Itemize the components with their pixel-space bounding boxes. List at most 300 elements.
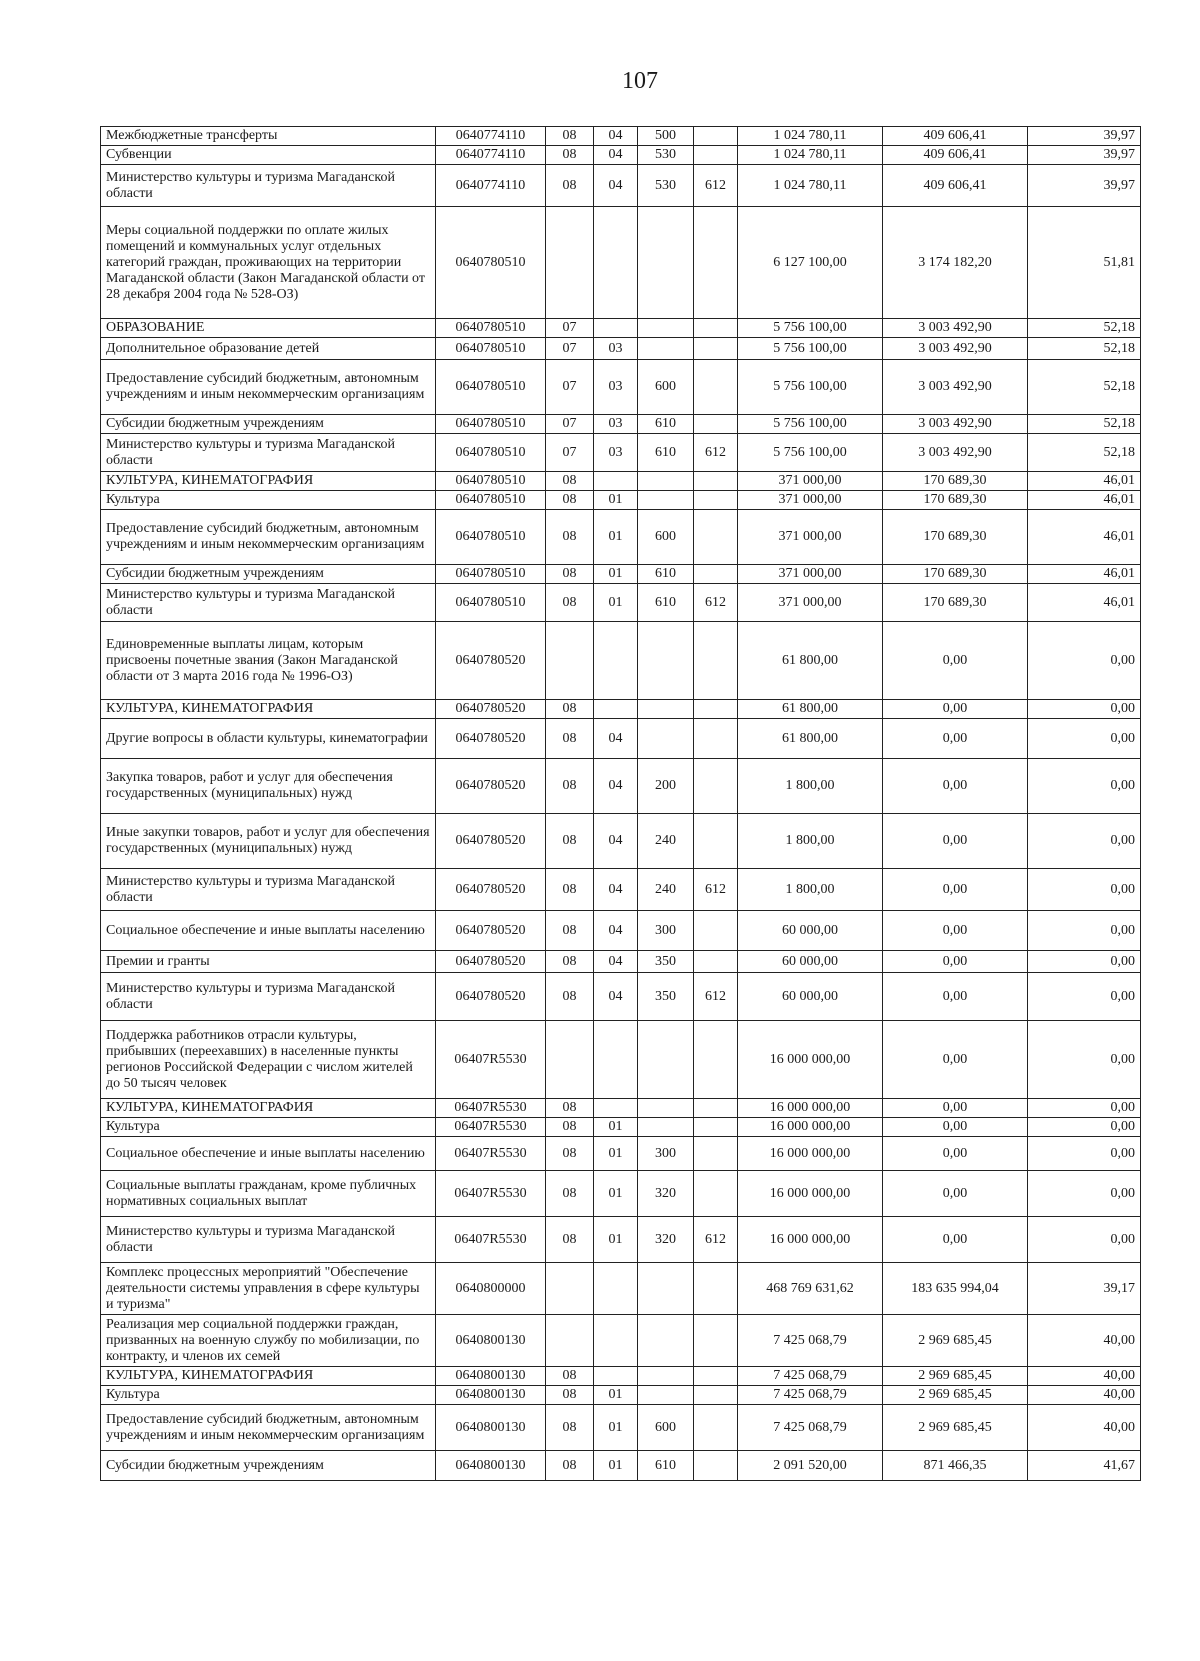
- cell-name: Министерство культуры и туризма Магаданской области: [101, 1217, 436, 1263]
- cell-percent: 46,01: [1028, 584, 1141, 622]
- cell-admin: [694, 338, 738, 360]
- cell-executed: 0,00: [883, 951, 1028, 973]
- cell-plan: 1 800,00: [738, 814, 883, 869]
- cell-section: 08: [546, 584, 594, 622]
- cell-type: 320: [638, 1171, 694, 1217]
- cell-executed: 170 689,30: [883, 510, 1028, 565]
- cell-executed: 0,00: [883, 1118, 1028, 1137]
- cell-section: 08: [546, 127, 594, 146]
- cell-section: 08: [546, 491, 594, 510]
- cell-code: 0640780520: [436, 719, 546, 759]
- cell-section: 08: [546, 1171, 594, 1217]
- cell-plan: 60 000,00: [738, 911, 883, 951]
- cell-plan: 7 425 068,79: [738, 1367, 883, 1386]
- cell-plan: 1 024 780,11: [738, 146, 883, 165]
- table-row: [101, 1118, 1141, 1137]
- cell-name: ОБРАЗОВАНИЕ: [101, 319, 436, 338]
- cell-section: 08: [546, 719, 594, 759]
- cell-section: [546, 207, 594, 319]
- cell-plan: 5 756 100,00: [738, 434, 883, 472]
- cell-admin: 612: [694, 584, 738, 622]
- cell-name: Субвенции: [101, 146, 436, 165]
- table-row: [101, 1263, 1141, 1315]
- cell-subsection: 04: [594, 951, 638, 973]
- cell-subsection: [594, 1367, 638, 1386]
- cell-admin: [694, 565, 738, 584]
- cell-name: Культура: [101, 491, 436, 510]
- cell-executed: 2 969 685,45: [883, 1315, 1028, 1367]
- cell-type: 610: [638, 1451, 694, 1481]
- cell-name: Социальное обеспечение и иные выплаты населению: [101, 911, 436, 951]
- cell-type: [638, 472, 694, 491]
- cell-plan: 371 000,00: [738, 472, 883, 491]
- cell-plan: 2 091 520,00: [738, 1451, 883, 1481]
- cell-executed: 871 466,35: [883, 1451, 1028, 1481]
- cell-code: 0640800130: [436, 1386, 546, 1405]
- cell-code: 06407R5530: [436, 1217, 546, 1263]
- cell-section: 08: [546, 165, 594, 207]
- cell-percent: 46,01: [1028, 491, 1141, 510]
- cell-subsection: 01: [594, 584, 638, 622]
- cell-subsection: [594, 1315, 638, 1367]
- cell-percent: 0,00: [1028, 911, 1141, 951]
- cell-percent: 0,00: [1028, 1217, 1141, 1263]
- cell-plan: 60 000,00: [738, 951, 883, 973]
- cell-percent: 0,00: [1028, 814, 1141, 869]
- cell-code: 06407R5530: [436, 1099, 546, 1118]
- cell-admin: 612: [694, 973, 738, 1021]
- cell-subsection: 04: [594, 973, 638, 1021]
- cell-percent: 46,01: [1028, 472, 1141, 491]
- cell-plan: 7 425 068,79: [738, 1386, 883, 1405]
- cell-admin: [694, 360, 738, 415]
- cell-code: 0640780510: [436, 319, 546, 338]
- cell-name: Субсидии бюджетным учреждениям: [101, 415, 436, 434]
- cell-admin: [694, 491, 738, 510]
- cell-executed: 0,00: [883, 1099, 1028, 1118]
- page-number: 107: [622, 68, 658, 94]
- cell-subsection: 03: [594, 434, 638, 472]
- cell-name: КУЛЬТУРА, КИНЕМАТОГРАФИЯ: [101, 700, 436, 719]
- cell-code: 0640780510: [436, 584, 546, 622]
- cell-name: Министерство культуры и туризма Магаданской области: [101, 973, 436, 1021]
- cell-executed: 2 969 685,45: [883, 1405, 1028, 1451]
- cell-type: 610: [638, 434, 694, 472]
- cell-subsection: 01: [594, 1217, 638, 1263]
- cell-type: [638, 719, 694, 759]
- cell-percent: 52,18: [1028, 434, 1141, 472]
- cell-plan: 61 800,00: [738, 700, 883, 719]
- cell-subsection: 01: [594, 1451, 638, 1481]
- cell-code: 0640780520: [436, 973, 546, 1021]
- cell-name: Министерство культуры и туризма Магаданской области: [101, 584, 436, 622]
- cell-subsection: 01: [594, 1137, 638, 1171]
- cell-code: 0640780520: [436, 700, 546, 719]
- cell-admin: 612: [694, 165, 738, 207]
- cell-plan: 371 000,00: [738, 510, 883, 565]
- cell-admin: [694, 207, 738, 319]
- cell-admin: 612: [694, 869, 738, 911]
- cell-name: КУЛЬТУРА, КИНЕМАТОГРАФИЯ: [101, 472, 436, 491]
- cell-subsection: 01: [594, 1386, 638, 1405]
- cell-executed: 3 003 492,90: [883, 319, 1028, 338]
- cell-name: Поддержка работников отрасли культуры, прибывших (переехавших) в населенные пункты регионов Российской Федерации с числом жителей до 50 тысяч человек: [101, 1021, 436, 1099]
- cell-section: 08: [546, 1405, 594, 1451]
- cell-percent: 0,00: [1028, 951, 1141, 973]
- cell-plan: 1 024 780,11: [738, 165, 883, 207]
- table-row: [101, 1171, 1141, 1217]
- cell-admin: [694, 1021, 738, 1099]
- table-row: [101, 1099, 1141, 1118]
- table-row: [101, 434, 1141, 472]
- cell-subsection: 04: [594, 759, 638, 814]
- cell-name: Культура: [101, 1386, 436, 1405]
- cell-code: 06407R5530: [436, 1137, 546, 1171]
- cell-code: 0640774110: [436, 127, 546, 146]
- cell-plan: 16 000 000,00: [738, 1021, 883, 1099]
- cell-executed: 0,00: [883, 759, 1028, 814]
- cell-executed: 409 606,41: [883, 127, 1028, 146]
- cell-section: 08: [546, 1137, 594, 1171]
- cell-section: [546, 1315, 594, 1367]
- cell-name: Министерство культуры и туризма Магаданской области: [101, 434, 436, 472]
- cell-admin: [694, 951, 738, 973]
- cell-admin: [694, 319, 738, 338]
- cell-percent: 40,00: [1028, 1386, 1141, 1405]
- cell-name: Культура: [101, 1118, 436, 1137]
- cell-code: 0640774110: [436, 165, 546, 207]
- cell-name: КУЛЬТУРА, КИНЕМАТОГРАФИЯ: [101, 1099, 436, 1118]
- cell-code: 0640780520: [436, 951, 546, 973]
- cell-type: 200: [638, 759, 694, 814]
- cell-plan: 1 024 780,11: [738, 127, 883, 146]
- table-row: [101, 360, 1141, 415]
- cell-name: Субсидии бюджетным учреждениям: [101, 565, 436, 584]
- cell-percent: 41,67: [1028, 1451, 1141, 1481]
- cell-section: 08: [546, 759, 594, 814]
- cell-type: 600: [638, 360, 694, 415]
- table-row: [101, 338, 1141, 360]
- cell-type: [638, 207, 694, 319]
- cell-percent: 52,18: [1028, 415, 1141, 434]
- cell-subsection: [594, 1021, 638, 1099]
- cell-percent: 39,97: [1028, 146, 1141, 165]
- cell-subsection: [594, 700, 638, 719]
- cell-executed: 3 003 492,90: [883, 434, 1028, 472]
- cell-type: 320: [638, 1217, 694, 1263]
- cell-subsection: 04: [594, 869, 638, 911]
- cell-code: 0640780520: [436, 814, 546, 869]
- table-row: [101, 165, 1141, 207]
- cell-percent: 0,00: [1028, 719, 1141, 759]
- table-row: [101, 1137, 1141, 1171]
- cell-type: 610: [638, 565, 694, 584]
- cell-percent: 52,18: [1028, 319, 1141, 338]
- cell-subsection: 04: [594, 719, 638, 759]
- cell-percent: 40,00: [1028, 1405, 1141, 1451]
- cell-code: 06407R5530: [436, 1021, 546, 1099]
- cell-executed: 0,00: [883, 911, 1028, 951]
- cell-executed: 0,00: [883, 1137, 1028, 1171]
- cell-admin: [694, 1118, 738, 1137]
- cell-type: 240: [638, 814, 694, 869]
- cell-plan: 16 000 000,00: [738, 1171, 883, 1217]
- cell-percent: 40,00: [1028, 1315, 1141, 1367]
- cell-type: 530: [638, 146, 694, 165]
- cell-section: 08: [546, 565, 594, 584]
- cell-plan: 5 756 100,00: [738, 319, 883, 338]
- cell-code: 0640780510: [436, 510, 546, 565]
- cell-executed: 3 174 182,20: [883, 207, 1028, 319]
- cell-section: 07: [546, 338, 594, 360]
- cell-type: [638, 1021, 694, 1099]
- cell-type: [638, 319, 694, 338]
- cell-percent: 0,00: [1028, 622, 1141, 700]
- cell-subsection: 01: [594, 1405, 638, 1451]
- cell-plan: 5 756 100,00: [738, 360, 883, 415]
- cell-admin: 612: [694, 1217, 738, 1263]
- cell-subsection: [594, 207, 638, 319]
- cell-type: 600: [638, 1405, 694, 1451]
- cell-type: [638, 491, 694, 510]
- cell-name: Предоставление субсидий бюджетным, автономным учреждениям и иным некоммерческим организациям: [101, 360, 436, 415]
- cell-code: 0640780510: [436, 565, 546, 584]
- cell-name: Предоставление субсидий бюджетным, автономным учреждениям и иным некоммерческим организациям: [101, 510, 436, 565]
- cell-plan: 371 000,00: [738, 584, 883, 622]
- cell-section: 07: [546, 319, 594, 338]
- cell-type: 610: [638, 584, 694, 622]
- cell-plan: 60 000,00: [738, 973, 883, 1021]
- cell-name: Предоставление субсидий бюджетным, автономным учреждениям и иным некоммерческим организациям: [101, 1405, 436, 1451]
- table-row: [101, 491, 1141, 510]
- cell-subsection: 01: [594, 510, 638, 565]
- table-row: [101, 759, 1141, 814]
- cell-code: 0640780510: [436, 207, 546, 319]
- cell-name: Министерство культуры и туризма Магаданской области: [101, 869, 436, 911]
- cell-subsection: 04: [594, 911, 638, 951]
- cell-admin: [694, 1263, 738, 1315]
- cell-type: [638, 1367, 694, 1386]
- cell-subsection: [594, 319, 638, 338]
- cell-subsection: 04: [594, 127, 638, 146]
- cell-admin: [694, 146, 738, 165]
- cell-name: Иные закупки товаров, работ и услуг для обеспечения государственных (муниципальных) нужд: [101, 814, 436, 869]
- cell-admin: [694, 814, 738, 869]
- cell-admin: [694, 415, 738, 434]
- cell-subsection: 01: [594, 565, 638, 584]
- cell-percent: 39,97: [1028, 165, 1141, 207]
- cell-executed: 170 689,30: [883, 491, 1028, 510]
- cell-subsection: [594, 1263, 638, 1315]
- cell-name: Субсидии бюджетным учреждениям: [101, 1451, 436, 1481]
- cell-executed: 2 969 685,45: [883, 1386, 1028, 1405]
- cell-section: 07: [546, 415, 594, 434]
- cell-percent: 46,01: [1028, 510, 1141, 565]
- cell-name: КУЛЬТУРА, КИНЕМАТОГРАФИЯ: [101, 1367, 436, 1386]
- table-row: [101, 973, 1141, 1021]
- cell-code: 0640780520: [436, 911, 546, 951]
- cell-type: 240: [638, 869, 694, 911]
- cell-admin: [694, 1315, 738, 1367]
- cell-name: Дополнительное образование детей: [101, 338, 436, 360]
- table-row: [101, 146, 1141, 165]
- cell-plan: 1 800,00: [738, 759, 883, 814]
- cell-section: 08: [546, 814, 594, 869]
- table-row: [101, 510, 1141, 565]
- cell-type: 300: [638, 911, 694, 951]
- table-row: [101, 951, 1141, 973]
- cell-code: 0640800000: [436, 1263, 546, 1315]
- cell-code: 0640800130: [436, 1405, 546, 1451]
- cell-subsection: 04: [594, 814, 638, 869]
- cell-executed: 409 606,41: [883, 146, 1028, 165]
- cell-percent: 52,18: [1028, 338, 1141, 360]
- cell-executed: 3 003 492,90: [883, 338, 1028, 360]
- cell-name: Министерство культуры и туризма Магаданской области: [101, 165, 436, 207]
- cell-plan: 16 000 000,00: [738, 1099, 883, 1118]
- cell-section: [546, 622, 594, 700]
- cell-plan: 16 000 000,00: [738, 1137, 883, 1171]
- budget-table: [100, 126, 1141, 1481]
- cell-percent: 0,00: [1028, 1118, 1141, 1137]
- cell-section: 08: [546, 146, 594, 165]
- cell-section: 08: [546, 472, 594, 491]
- cell-section: [546, 1021, 594, 1099]
- cell-section: 08: [546, 1217, 594, 1263]
- cell-admin: [694, 1405, 738, 1451]
- cell-section: 08: [546, 973, 594, 1021]
- cell-subsection: 03: [594, 360, 638, 415]
- cell-code: 0640780510: [436, 338, 546, 360]
- cell-executed: 170 689,30: [883, 565, 1028, 584]
- cell-subsection: 01: [594, 1171, 638, 1217]
- cell-executed: 409 606,41: [883, 165, 1028, 207]
- cell-admin: [694, 510, 738, 565]
- cell-admin: [694, 1386, 738, 1405]
- cell-plan: 468 769 631,62: [738, 1263, 883, 1315]
- cell-type: 530: [638, 165, 694, 207]
- cell-name: Меры социальной поддержки по оплате жилых помещений и коммунальных услуг отдельных категорий граждан, проживающих на территории Магаданской области (Закон Магаданской области от 28 декабря 2004 года № 528-ОЗ): [101, 207, 436, 319]
- cell-executed: 3 003 492,90: [883, 415, 1028, 434]
- cell-code: 0640780520: [436, 869, 546, 911]
- cell-executed: 0,00: [883, 869, 1028, 911]
- table-row: [101, 1451, 1141, 1481]
- table-row: [101, 565, 1141, 584]
- cell-plan: 16 000 000,00: [738, 1118, 883, 1137]
- cell-type: [638, 1315, 694, 1367]
- cell-section: [546, 1263, 594, 1315]
- cell-percent: 0,00: [1028, 1137, 1141, 1171]
- cell-type: [638, 1118, 694, 1137]
- table-row: [101, 1405, 1141, 1451]
- cell-admin: [694, 719, 738, 759]
- cell-section: 08: [546, 1367, 594, 1386]
- cell-percent: 46,01: [1028, 565, 1141, 584]
- cell-plan: 61 800,00: [738, 622, 883, 700]
- cell-percent: 51,81: [1028, 207, 1141, 319]
- table-row: [101, 1021, 1141, 1099]
- cell-code: 0640800130: [436, 1315, 546, 1367]
- table-row: [101, 911, 1141, 951]
- cell-type: [638, 700, 694, 719]
- cell-executed: 170 689,30: [883, 472, 1028, 491]
- cell-executed: 0,00: [883, 973, 1028, 1021]
- cell-subsection: 04: [594, 146, 638, 165]
- cell-type: 300: [638, 1137, 694, 1171]
- cell-admin: [694, 700, 738, 719]
- cell-code: 0640780510: [436, 472, 546, 491]
- cell-executed: 0,00: [883, 622, 1028, 700]
- cell-executed: 2 969 685,45: [883, 1367, 1028, 1386]
- cell-plan: 7 425 068,79: [738, 1405, 883, 1451]
- cell-section: 08: [546, 1118, 594, 1137]
- cell-executed: 0,00: [883, 719, 1028, 759]
- cell-type: 350: [638, 973, 694, 1021]
- cell-name: Социальное обеспечение и иные выплаты населению: [101, 1137, 436, 1171]
- cell-subsection: [594, 622, 638, 700]
- table-row: [101, 1217, 1141, 1263]
- cell-plan: 371 000,00: [738, 565, 883, 584]
- table-row: [101, 1367, 1141, 1386]
- cell-executed: 183 635 994,04: [883, 1263, 1028, 1315]
- cell-type: 350: [638, 951, 694, 973]
- cell-type: [638, 338, 694, 360]
- cell-subsection: [594, 472, 638, 491]
- cell-section: 08: [546, 700, 594, 719]
- cell-plan: 371 000,00: [738, 491, 883, 510]
- cell-type: 610: [638, 415, 694, 434]
- cell-code: 0640780510: [436, 360, 546, 415]
- cell-admin: [694, 1099, 738, 1118]
- cell-code: 0640780510: [436, 434, 546, 472]
- cell-percent: 0,00: [1028, 759, 1141, 814]
- cell-name: Единовременные выплаты лицам, которым присвоены почетные звания (Закон Магаданской области от 3 марта 2016 года № 1996-ОЗ): [101, 622, 436, 700]
- cell-admin: [694, 1137, 738, 1171]
- cell-name: Социальные выплаты гражданам, кроме публичных нормативных социальных выплат: [101, 1171, 436, 1217]
- cell-admin: [694, 622, 738, 700]
- cell-executed: 170 689,30: [883, 584, 1028, 622]
- table-row: [101, 207, 1141, 319]
- cell-type: 500: [638, 127, 694, 146]
- cell-percent: 0,00: [1028, 700, 1141, 719]
- cell-plan: 1 800,00: [738, 869, 883, 911]
- cell-subsection: 03: [594, 338, 638, 360]
- cell-type: [638, 1099, 694, 1118]
- table-row: [101, 1315, 1141, 1367]
- cell-percent: 0,00: [1028, 1099, 1141, 1118]
- cell-name: Межбюджетные трансферты: [101, 127, 436, 146]
- cell-executed: 0,00: [883, 1171, 1028, 1217]
- table-row: [101, 719, 1141, 759]
- cell-name: Реализация мер социальной поддержки граждан, призванных на военную службу по мобилизации, по контракту, и членов их семей: [101, 1315, 436, 1367]
- cell-percent: 39,97: [1028, 127, 1141, 146]
- cell-code: 0640780520: [436, 622, 546, 700]
- cell-plan: 16 000 000,00: [738, 1217, 883, 1263]
- cell-code: 0640800130: [436, 1451, 546, 1481]
- cell-name: Другие вопросы в области культуры, кинематографии: [101, 719, 436, 759]
- cell-subsection: 01: [594, 1118, 638, 1137]
- cell-executed: 0,00: [883, 700, 1028, 719]
- cell-admin: [694, 127, 738, 146]
- cell-percent: 0,00: [1028, 869, 1141, 911]
- cell-section: 08: [546, 869, 594, 911]
- cell-section: 08: [546, 510, 594, 565]
- cell-executed: 0,00: [883, 814, 1028, 869]
- cell-code: 06407R5530: [436, 1118, 546, 1137]
- cell-name: Комплекс процессных мероприятий "Обеспечение деятельности системы управления в сфере культуры и туризма": [101, 1263, 436, 1315]
- cell-admin: [694, 1367, 738, 1386]
- cell-section: 08: [546, 1099, 594, 1118]
